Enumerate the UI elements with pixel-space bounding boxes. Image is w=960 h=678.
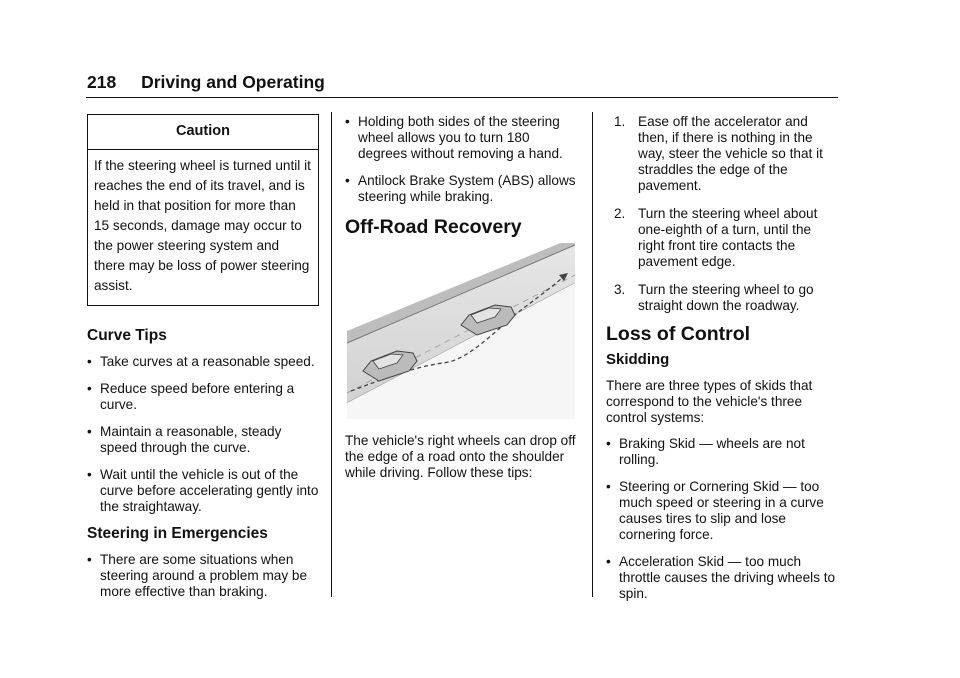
column-divider-left bbox=[331, 112, 332, 597]
list-item: 1. Ease off the accelerator and then, if there is nothing in the way, steer the vehicle so that it straddles the edge of the pavement. bbox=[614, 114, 823, 193]
caution-text: If the steering wheel is turned until it reaches the end of its travel, and is held in that position for more than 15 seconds, damage may occur to the power steering system and there may be loss of power steering assist. bbox=[94, 158, 311, 293]
off-road-recovery-illustration bbox=[343, 243, 575, 419]
list-item: • Antilock Brake System (ABS) allows steering while braking. bbox=[345, 173, 576, 204]
caution-title: Caution bbox=[88, 115, 318, 150]
bullet-icon: • bbox=[87, 467, 92, 482]
page-header bbox=[87, 72, 325, 93]
list-item: • Wait until the vehicle is out of the curve before accelerating gently into the straightaway. bbox=[87, 467, 319, 514]
bullet-icon: • bbox=[606, 436, 611, 451]
bullet-icon: • bbox=[345, 114, 350, 129]
steering-emergencies-list-continued bbox=[345, 114, 577, 205]
caution-box bbox=[87, 114, 319, 306]
list-item: • Acceleration Skid — too much throttle causes the driving wheels to spin. bbox=[606, 554, 836, 601]
skidding-intro: There are three types of skids that correspond to the vehicle's three control systems: bbox=[606, 378, 813, 425]
page-number: 218 bbox=[87, 72, 117, 92]
bullet-icon: • bbox=[87, 552, 92, 567]
curve-tips-list bbox=[87, 354, 319, 515]
list-item: • Holding both sides of the steering wheel allows you to turn 180 degrees without removing a hand. bbox=[345, 114, 563, 161]
bullet-icon: • bbox=[87, 424, 92, 439]
bullet-icon: • bbox=[87, 354, 92, 369]
off-road-intro: The vehicle's right wheels can drop off the edge of a road onto the shoulder while driving. Follow these tips: bbox=[345, 433, 576, 480]
page-title: Driving and Operating bbox=[141, 72, 325, 92]
list-item: • Braking Skid — wheels are not rolling. bbox=[606, 436, 805, 467]
steering-emergencies-heading: Steering in Emergencies bbox=[87, 525, 268, 542]
loss-of-control-heading: Loss of Control bbox=[606, 323, 751, 345]
list-item: • Steering or Cornering Skid — too much speed or steering in a curve causes tires to slip and lose cornering force. bbox=[606, 479, 824, 542]
bullet-icon: • bbox=[606, 479, 611, 494]
off-road-recovery-heading: Off-Road Recovery bbox=[345, 216, 522, 238]
skid-types-list bbox=[606, 436, 840, 602]
header-rule bbox=[86, 97, 838, 98]
bullet-icon: • bbox=[345, 173, 350, 188]
list-item: • There are some situations when steering around a problem may be more effective than braking. bbox=[87, 552, 308, 599]
curve-tips-heading: Curve Tips bbox=[87, 327, 167, 344]
column-2 bbox=[345, 114, 577, 491]
column-1 bbox=[87, 114, 319, 611]
column-divider-right bbox=[592, 112, 593, 597]
list-item: 2. Turn the steering wheel about one-eighth of a turn, until the right front tire contacts the pavement edge. bbox=[614, 206, 818, 269]
column-3 bbox=[606, 114, 840, 613]
bullet-icon: • bbox=[606, 554, 611, 569]
list-item: • Reduce speed before entering a curve. bbox=[87, 381, 295, 412]
steering-emergencies-list bbox=[87, 552, 319, 600]
bullet-icon: • bbox=[87, 381, 92, 396]
off-road-steps bbox=[606, 114, 840, 314]
list-item: • Maintain a reasonable, steady speed through the curve. bbox=[87, 424, 282, 455]
list-item: 3. Turn the steering wheel to go straight down the roadway. bbox=[614, 282, 814, 313]
skidding-heading: Skidding bbox=[606, 351, 670, 368]
list-item: • Take curves at a reasonable speed. bbox=[87, 354, 315, 369]
